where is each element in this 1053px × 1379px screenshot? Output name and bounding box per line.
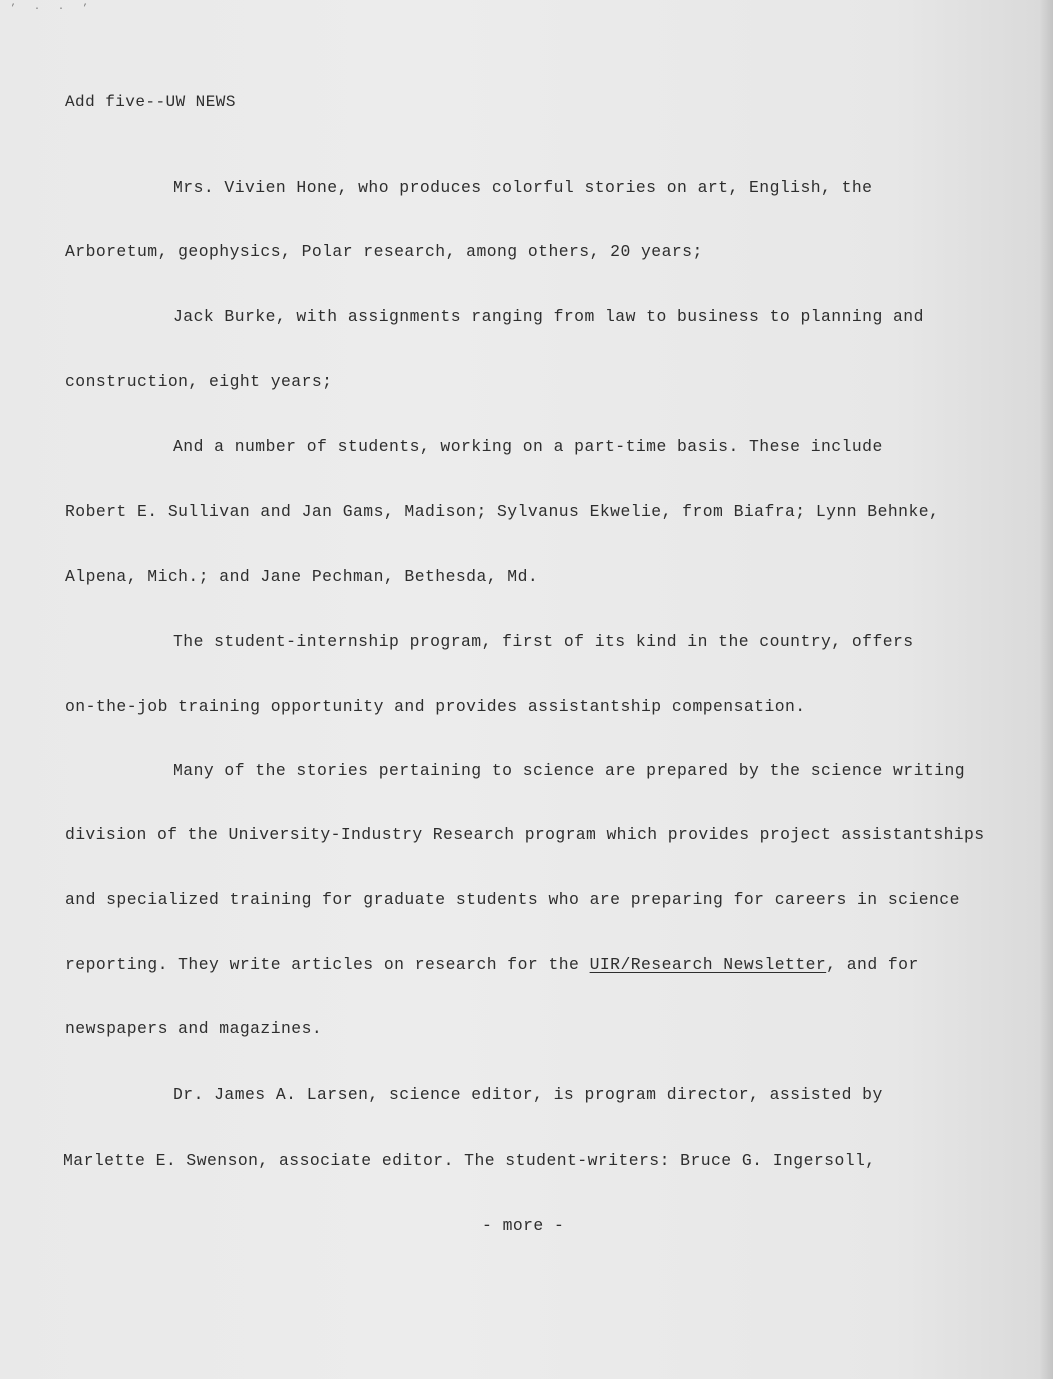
- text-line-15: Dr. James A. Larsen, science editor, is program director, assisted by: [173, 1085, 883, 1104]
- corner-scan-mark: ’ · · ’: [10, 4, 95, 15]
- text-line-11: division of the University-Industry Research program which provides project assistantships: [65, 825, 985, 844]
- text-line-12: and specialized training for graduate students who are preparing for careers in science: [65, 890, 960, 909]
- text-line-16: Marlette E. Swenson, associate editor. The student-writers: Bruce G. Ingersoll,: [63, 1151, 876, 1170]
- text-line-5: And a number of students, working on a part-time basis. These include: [173, 437, 883, 456]
- text-line-9: on-the-job training opportunity and provides assistantship compensation.: [65, 697, 806, 716]
- text-line-13: [65, 955, 919, 975]
- page-edge-shadow: [1039, 0, 1053, 1379]
- page-header: Add five--UW NEWS: [65, 93, 236, 111]
- text-line-3: Jack Burke, with assignments ranging from law to business to planning and: [173, 307, 924, 326]
- text-line-2: Arboretum, geophysics, Polar research, among others, 20 years;: [65, 242, 703, 261]
- text-line-1: Mrs. Vivien Hone, who produces colorful stories on art, English, the: [173, 178, 873, 197]
- text-line-7: Alpena, Mich.; and Jane Pechman, Bethesda, Md.: [65, 567, 539, 586]
- text-line-10: Many of the stories pertaining to science are prepared by the science writing: [173, 761, 966, 780]
- page-footer-more: - more -: [482, 1216, 565, 1235]
- line-13-before: reporting. They write articles on research for the: [65, 955, 590, 974]
- text-line-4: construction, eight years;: [65, 372, 333, 391]
- text-line-8: The student-internship program, first of its kind in the country, offers: [173, 632, 914, 651]
- text-line-6: Robert E. Sullivan and Jan Gams, Madison; Sylvanus Ekwelie, from Biafra; Lynn Behnke,: [65, 502, 940, 521]
- text-line-14: newspapers and magazines.: [65, 1019, 323, 1038]
- newsletter-title: UIR/Research Newsletter: [589, 955, 827, 974]
- line-13-after: , and for: [826, 955, 919, 974]
